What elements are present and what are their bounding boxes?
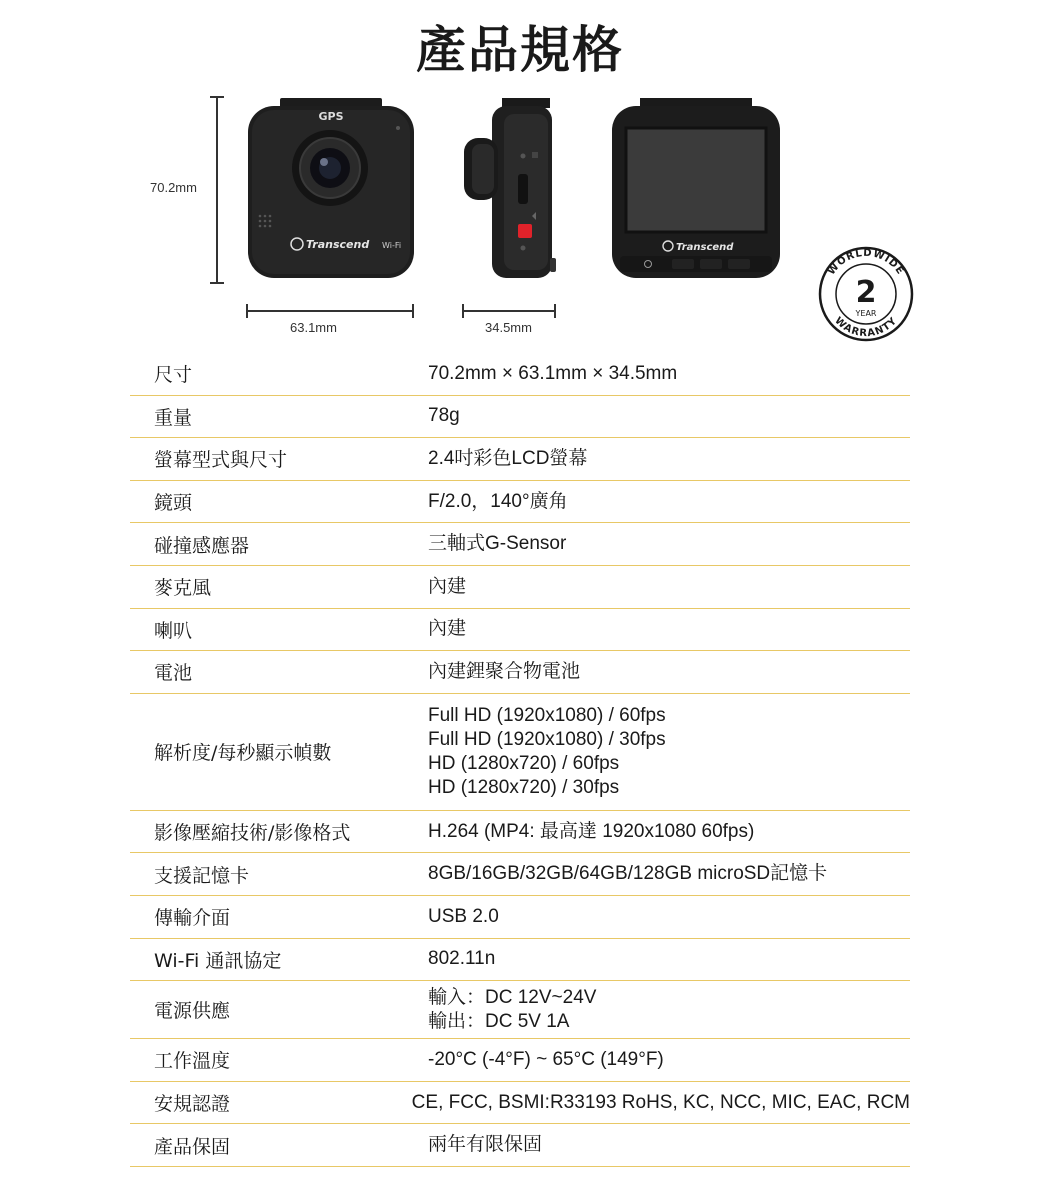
warranty-unit: YEAR — [855, 309, 877, 318]
spec-label: 麥克風 — [154, 577, 212, 600]
spec-value — [428, 704, 910, 800]
spec-value — [428, 447, 910, 471]
spec-value-line: H.264 (MP4: 最高達 1920x1080 60fps) — [428, 820, 755, 842]
depth-dimension-line — [462, 310, 556, 312]
spec-label: 尺寸 — [154, 364, 193, 387]
spec-label: 鏡頭 — [154, 492, 193, 515]
spec-label: 傳輸介面 — [154, 907, 231, 930]
spec-value-line: USB 2.0 — [428, 905, 499, 927]
spec-row — [130, 609, 910, 652]
spec-label: 安規認證 — [154, 1093, 231, 1116]
warranty-badge-icon — [816, 244, 916, 344]
spec-value — [428, 905, 910, 929]
spec-label: 產品保固 — [154, 1135, 231, 1158]
spec-value — [428, 1048, 910, 1072]
product-figure — [0, 88, 1040, 348]
depth-dimension-label: 34.5mm — [485, 320, 532, 335]
spec-label: 影像壓縮技術/影像格式 — [154, 822, 351, 845]
spec-value — [428, 947, 910, 971]
spec-value — [428, 362, 910, 386]
spec-row — [130, 811, 910, 854]
spec-value — [428, 1133, 910, 1157]
warranty-bottom-text: WARRANTY — [832, 315, 900, 340]
svg-text:WARRANTY — [832, 315, 899, 339]
spec-value — [428, 404, 910, 428]
spec-row — [130, 981, 910, 1039]
spec-value-line: 內建 — [428, 575, 467, 597]
spec-value — [412, 1091, 910, 1115]
svg-text:WORLDWIDE — [826, 248, 906, 277]
spec-value-line: Full HD (1920x1080) / 30fps — [428, 728, 666, 750]
height-dimension-line — [216, 96, 218, 284]
back-brand-label: Transcend — [676, 242, 734, 253]
spec-row — [130, 523, 910, 566]
spec-label: 喇叭 — [154, 619, 193, 642]
spec-label: 解析度/每秒顯示幀數 — [154, 742, 332, 765]
spec-value — [428, 862, 910, 886]
spec-label: 工作溫度 — [154, 1050, 231, 1073]
spec-row — [130, 438, 910, 481]
spec-value-line: 2.4吋彩色LCD螢幕 — [428, 447, 588, 469]
wifi-label: Wi-Fi — [382, 241, 402, 250]
spec-value-line: CE, FCC, BSMI:R33193 RoHS, KC, NCC, MIC, EAC, RCM — [411, 1091, 910, 1113]
width-dimension-line — [246, 310, 414, 312]
spec-row — [130, 566, 910, 609]
spec-value-line: 內建 — [428, 618, 467, 640]
gps-label: GPS — [318, 110, 344, 123]
spec-value-line: Full HD (1920x1080) / 60fps — [428, 704, 666, 726]
height-dimension-label: 70.2mm — [150, 180, 197, 195]
spec-row — [130, 1039, 910, 1082]
warranty-number: 2 — [855, 275, 877, 310]
spec-table — [130, 353, 910, 1167]
record-button — [518, 224, 532, 238]
camera-back-image — [610, 98, 782, 280]
spec-row — [130, 853, 910, 896]
spec-row — [130, 1124, 910, 1167]
spec-label: 重量 — [154, 406, 193, 429]
brand-label: Transcend — [306, 238, 370, 251]
spec-label: 支援記憶卡 — [154, 864, 250, 887]
spec-label: 電源供應 — [154, 1000, 231, 1023]
spec-value-line: F/2.0，140°廣角 — [428, 490, 568, 512]
spec-label: 電池 — [154, 662, 193, 685]
spec-value-line: 三軸式G-Sensor — [428, 533, 567, 555]
spec-value-line: HD (1280x720) / 30fps — [428, 776, 620, 798]
spec-row — [130, 1082, 910, 1125]
spec-row — [130, 481, 910, 524]
spec-label: 螢幕型式與尺寸 — [154, 449, 288, 472]
spec-value-line: 78g — [428, 405, 460, 427]
spec-value-line: 輸入：DC 12V~24V — [428, 986, 597, 1008]
spec-value — [428, 532, 910, 556]
spec-label: Wi-Fi 通訊協定 — [154, 949, 282, 972]
spec-value-line: 兩年有限保固 — [428, 1134, 543, 1156]
spec-value-line: 802.11n — [428, 948, 496, 970]
spec-value-line: HD (1280x720) / 60fps — [428, 752, 620, 774]
spec-value — [428, 986, 910, 1034]
width-dimension-label: 63.1mm — [290, 320, 337, 335]
spec-value-line: 70.2mm × 63.1mm × 34.5mm — [428, 362, 678, 384]
spec-value-line: 輸出：DC 5V 1A — [428, 1010, 570, 1032]
spec-value-line: 內建鋰聚合物電池 — [428, 660, 581, 682]
spec-row — [130, 396, 910, 439]
spec-value — [428, 820, 910, 844]
camera-side-image — [462, 98, 562, 280]
spec-value — [428, 617, 910, 641]
spec-row — [130, 651, 910, 694]
camera-front-image — [246, 98, 416, 280]
spec-row — [130, 694, 910, 811]
spec-row — [130, 939, 910, 982]
spec-value — [428, 660, 910, 684]
spec-label: 碰撞感應器 — [154, 534, 250, 557]
spec-value-line: -20°C (-4°F) ~ 65°C (149°F) — [428, 1048, 664, 1070]
warranty-top-text: WORLDWIDE — [826, 247, 906, 278]
page-title: 產品規格 — [416, 21, 624, 79]
spec-value-line: 8GB/16GB/32GB/64GB/128GB microSD記憶卡 — [428, 863, 828, 885]
spec-value — [428, 575, 910, 599]
spec-value — [428, 490, 910, 514]
spec-row — [130, 353, 910, 396]
spec-row — [130, 896, 910, 939]
